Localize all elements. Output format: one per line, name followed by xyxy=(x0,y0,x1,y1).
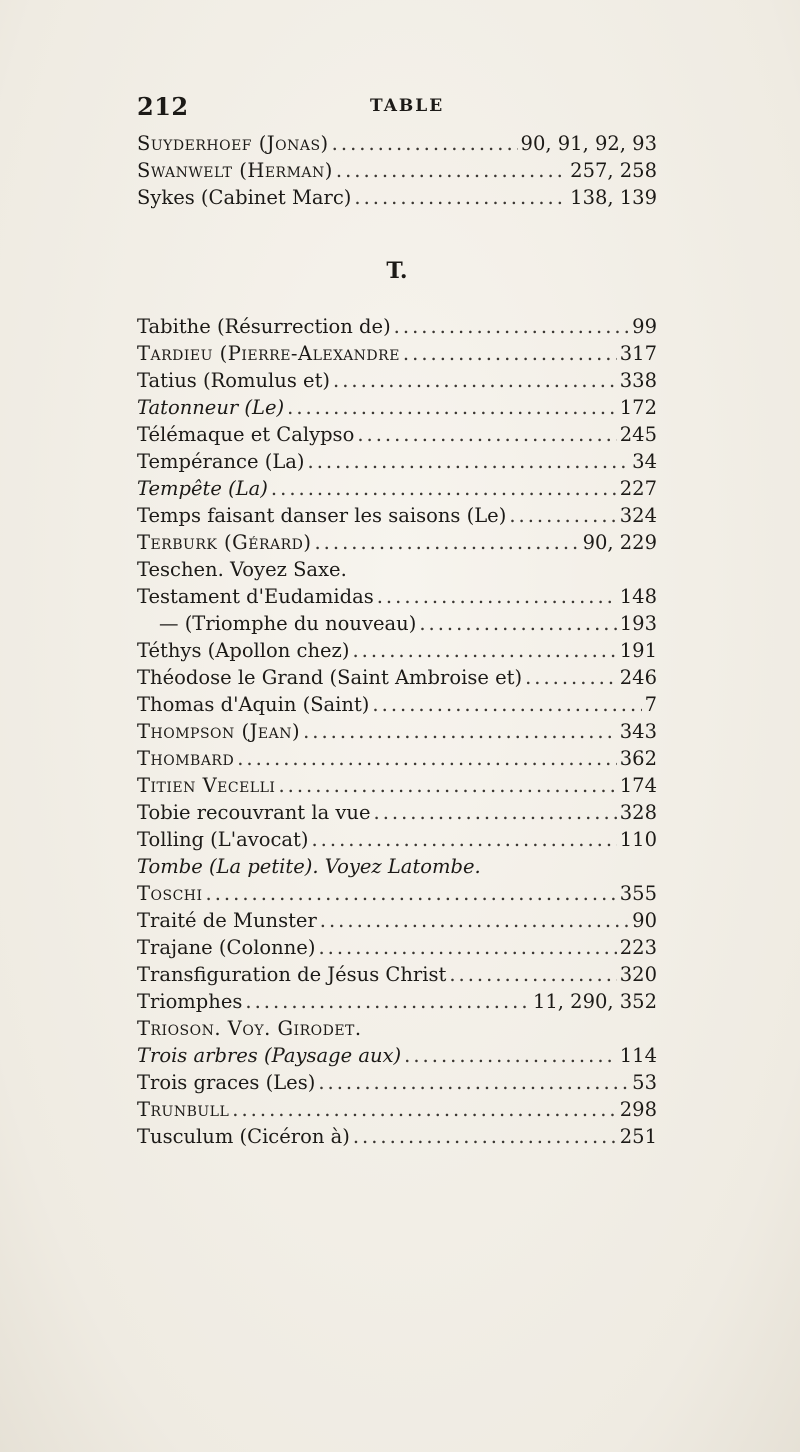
dot-leader xyxy=(372,691,641,718)
index-entry xyxy=(137,184,657,211)
dot-leader xyxy=(404,1042,617,1069)
entry-name: Trioson. Voy. Girodet. xyxy=(137,1017,362,1040)
dot-leader xyxy=(232,1096,616,1123)
entry-pages: 110 xyxy=(619,828,657,851)
entry-pages: 114 xyxy=(619,1044,657,1067)
dot-leader xyxy=(353,1123,617,1150)
dot-leader xyxy=(352,637,616,664)
entry-name: Tolling (L'avocat) xyxy=(137,828,309,851)
entry-name: Toschi xyxy=(137,882,203,905)
index-entry xyxy=(137,853,657,880)
index-entry xyxy=(137,421,657,448)
dot-leader xyxy=(237,745,617,772)
index-entry xyxy=(137,988,657,1015)
entry-name: Télémaque et Calypso xyxy=(137,423,355,446)
dot-leader xyxy=(377,583,617,610)
index-entry xyxy=(137,637,657,664)
entry-pages: 90, 91, 92, 93 xyxy=(520,132,657,155)
entry-name: Tempérance (La) xyxy=(137,450,305,473)
entry-pages: 99 xyxy=(632,315,657,338)
index-entry xyxy=(137,772,657,799)
dot-leader xyxy=(314,529,579,556)
dot-leader xyxy=(278,772,616,799)
entry-name: Tobie recouvrant la vue xyxy=(137,801,371,824)
entry-name: Trajane (Colonne) xyxy=(137,936,316,959)
index-entry xyxy=(137,583,657,610)
index-entry xyxy=(137,394,657,421)
entry-pages: 320 xyxy=(619,963,657,986)
index-entry xyxy=(137,529,657,556)
entry-name: Titien Vecelli xyxy=(137,774,276,797)
entry-name: Transfiguration de Jésus Christ xyxy=(137,963,447,986)
dot-leader xyxy=(318,934,616,961)
entry-name: Tabithe (Résurrection de) xyxy=(137,315,391,338)
entry-name: Trois graces (Les) xyxy=(137,1071,316,1094)
dot-leader xyxy=(206,880,617,907)
entry-pages: 223 xyxy=(619,936,657,959)
entry-pages: 245 xyxy=(619,423,657,446)
entry-pages: 362 xyxy=(619,747,657,770)
section-letter: T. xyxy=(386,258,408,284)
index-entries-s xyxy=(137,130,657,211)
dot-leader xyxy=(357,421,616,448)
entry-name: Tombe (La petite). Voyez Latombe. xyxy=(137,855,481,878)
entry-name: Swanwelt (Herman) xyxy=(137,159,333,182)
index-entry xyxy=(137,157,657,184)
entry-pages: 11, 290, 352 xyxy=(532,990,657,1013)
entry-name: Théodose le Grand (Saint Ambroise et) xyxy=(137,666,523,689)
entry-name: Trois arbres (Paysage aux) xyxy=(137,1044,402,1067)
dot-leader xyxy=(303,718,617,745)
entry-pages: 148 xyxy=(619,585,657,608)
dot-leader xyxy=(333,367,617,394)
dot-leader xyxy=(509,502,616,529)
index-entry xyxy=(137,340,657,367)
dot-leader xyxy=(287,394,617,421)
dot-leader xyxy=(394,313,630,340)
entry-pages: 172 xyxy=(619,396,657,419)
entry-pages: 338 xyxy=(619,369,657,392)
entry-pages: 257, 258 xyxy=(570,159,657,182)
entry-pages: 90, 229 xyxy=(582,531,657,554)
entry-name: Trunbull xyxy=(137,1098,230,1121)
index-entry xyxy=(137,691,657,718)
entry-pages: 138, 139 xyxy=(570,186,657,209)
entry-name: Tatonneur (Le) xyxy=(137,396,285,419)
entry-pages: 191 xyxy=(619,639,657,662)
entry-pages: 34 xyxy=(632,450,657,473)
entry-pages: 343 xyxy=(619,720,657,743)
dot-leader xyxy=(245,988,530,1015)
dot-leader xyxy=(354,184,567,211)
entry-pages: 298 xyxy=(619,1098,657,1121)
index-entry xyxy=(137,448,657,475)
index-entry xyxy=(137,880,657,907)
index-entry xyxy=(137,1096,657,1123)
entry-pages: 328 xyxy=(619,801,657,824)
index-entry xyxy=(137,1042,657,1069)
running-title: TABLE xyxy=(370,96,445,116)
entry-pages: 246 xyxy=(619,666,657,689)
dot-leader xyxy=(403,340,617,367)
page-header xyxy=(137,92,657,122)
entry-name: Suyderhoef (Jonas) xyxy=(137,132,329,155)
entry-pages: 7 xyxy=(644,693,657,716)
entry-name: Tatius (Romulus et) xyxy=(137,369,331,392)
index-entry xyxy=(137,556,657,583)
entry-pages: 317 xyxy=(619,342,657,365)
index-entry xyxy=(137,610,657,637)
entry-pages: 90 xyxy=(632,909,657,932)
entry-name: Terburk (Gérard) xyxy=(137,531,312,554)
entry-name: Traité de Munster xyxy=(137,909,317,932)
entry-name: Temps faisant danser les saisons (Le) xyxy=(137,504,507,527)
entry-name: Thombard xyxy=(137,747,235,770)
entry-pages: 193 xyxy=(619,612,657,635)
index-entry xyxy=(137,745,657,772)
index-entry xyxy=(137,502,657,529)
index-entry xyxy=(137,313,657,340)
index-entry xyxy=(137,826,657,853)
dot-leader xyxy=(449,961,616,988)
entry-name: Testament d'Eudamidas xyxy=(137,585,374,608)
index-entry xyxy=(137,1069,657,1096)
entry-name: Triomphes xyxy=(137,990,243,1013)
entry-pages: 251 xyxy=(619,1125,657,1148)
index-entry xyxy=(137,799,657,826)
dot-leader xyxy=(336,157,567,184)
entry-name: Thomas d'Aquin (Saint) xyxy=(137,693,370,716)
index-entry xyxy=(137,1015,657,1042)
entry-pages: 53 xyxy=(632,1071,657,1094)
entry-name: — (Triomphe du nouveau) xyxy=(159,612,417,635)
dot-leader xyxy=(311,826,616,853)
dot-leader xyxy=(308,448,630,475)
index-entries-t xyxy=(137,313,657,1150)
dot-leader xyxy=(419,610,616,637)
dot-leader xyxy=(332,130,518,157)
index-entry xyxy=(137,934,657,961)
entry-name: Tempête (La) xyxy=(137,477,268,500)
index-entry xyxy=(137,367,657,394)
entry-pages: 324 xyxy=(619,504,657,527)
entry-name: Téthys (Apollon chez) xyxy=(137,639,350,662)
dot-leader xyxy=(271,475,617,502)
index-entry xyxy=(137,475,657,502)
page-number: 212 xyxy=(137,92,189,121)
index-entry xyxy=(137,1123,657,1150)
entry-pages: 355 xyxy=(619,882,657,905)
entry-name: Tusculum (Cicéron à) xyxy=(137,1125,350,1148)
dot-leader xyxy=(320,907,629,934)
dot-leader xyxy=(525,664,617,691)
entry-pages: 174 xyxy=(619,774,657,797)
entry-name: Sykes (Cabinet Marc) xyxy=(137,186,352,209)
entry-name: Thompson (Jean) xyxy=(137,720,301,743)
entry-pages: 227 xyxy=(619,477,657,500)
dot-leader xyxy=(374,799,617,826)
entry-name: Tardieu (Pierre-Alexandre xyxy=(137,342,400,365)
index-entry xyxy=(137,718,657,745)
index-entry xyxy=(137,907,657,934)
index-entry xyxy=(137,961,657,988)
index-entry xyxy=(137,130,657,157)
entry-name: Teschen. Voyez Saxe. xyxy=(137,558,347,581)
dot-leader xyxy=(318,1069,629,1096)
index-entry xyxy=(137,664,657,691)
